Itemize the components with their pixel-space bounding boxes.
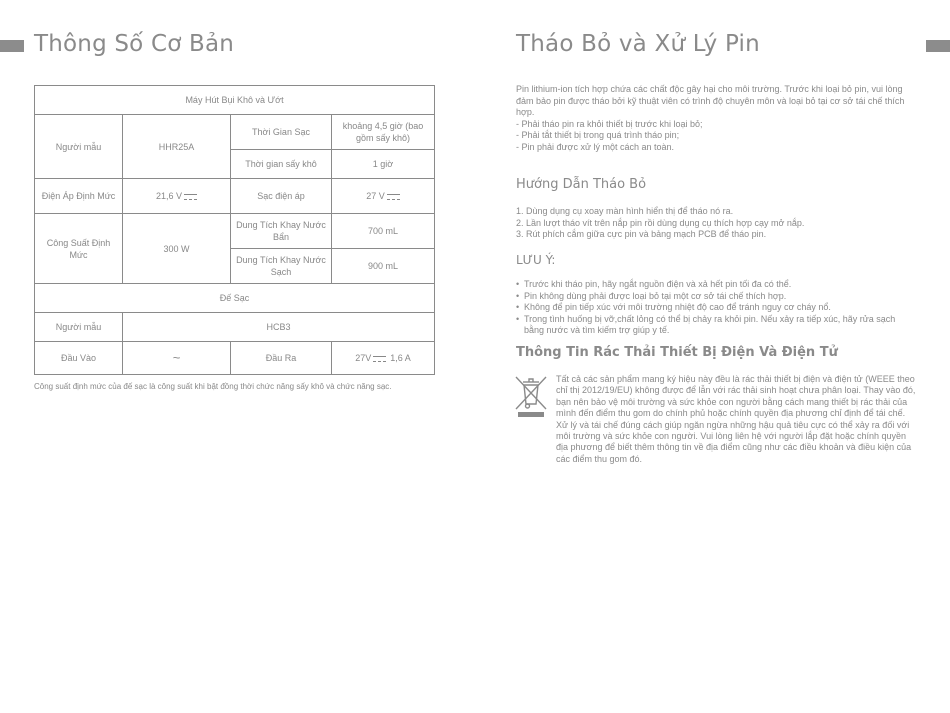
rated-voltage-value: 21,6 V (155, 191, 183, 201)
spec-footnote: Công suất định mức của đế sạc là công suất khi bật đồng thời chức năng sấy khô và chức năng sạc. (34, 382, 392, 391)
charge-voltage-cell (332, 179, 435, 214)
output-cell (332, 342, 435, 375)
step-item: 1. Dùng dụng cụ xoay màn hình hiển thị để tháo nó ra. (516, 206, 734, 216)
charge-voltage-label: Sạc điện áp (231, 179, 332, 214)
dc-symbol-icon (387, 194, 400, 200)
note-title: LƯU Ý: (516, 253, 556, 267)
dirty-tank-label: Dung Tích Khay Nước Bẩn (231, 214, 332, 249)
left-section-marker (0, 40, 24, 52)
charge-voltage-value: 27 V (366, 191, 385, 201)
rated-voltage-cell (123, 179, 231, 214)
note-item: • Không để pin tiếp xúc với môi trường nhiệt độ cao để tránh nguy cơ cháy nổ. (516, 302, 916, 314)
dock-header: Đế Sạc (35, 284, 435, 313)
intro-line: - Pin phải được xử lý một cách an toàn. (516, 141, 675, 152)
note-item: • Trước khi tháo pin, hãy ngắt nguồn điện và xả hết pin tối đa có thể. (516, 279, 916, 291)
battery-page-title: Tháo Bỏ và Xử Lý Pin (516, 31, 760, 57)
right-section-marker (926, 40, 950, 52)
step-item: 3. Rút phích cắm giữa cực pin và bảng mạch PCB để tháo pin. (516, 229, 767, 240)
step-item: 2. Lần lượt tháo vít trên nắp pin rồi dùng dụng cụ thích hợp cạy mở nắp. (516, 217, 805, 228)
note-item: • Pin không dùng phải được loại bỏ tại một cơ sở tái chế thích hợp. (516, 291, 916, 303)
model-value: HHR25A (123, 115, 231, 179)
battery-intro (516, 84, 916, 154)
rated-power-label: Công Suất Định Mức (35, 214, 123, 284)
charge-time-label: Thời Gian Sạc (231, 115, 332, 150)
weee-text: Tất cả các sản phẩm mang ký hiệu này đều là rác thải thiết bị điện và điện tử (WEEE theo chỉ thị 2012/19/EU) không được để lẫn với rác thải sinh hoạt chưa phân loại. Thay vào đó, bạn nên bảo vệ môi trường và sức khỏe con người bằng cách mang thiết bị rác thải của mình đến điểm thu gom do chính phủ hoặc chính quyền địa phương chỉ định để tái chế. Xử lý và tái chế đúng cách giúp ngăn ngừa những hậu quả tiêu cực có thể xảy ra đối với môi trường và sức khỏe con người. Vui lòng liên hệ với người lắp đặt hoặc chính quyền địa phương để biết thêm thông tin về địa điểm cũng như các điều khoản và điều kiện của các điểm thu gom đó. (556, 374, 916, 464)
output-label: Đầu Ra (231, 342, 332, 375)
dc-symbol-icon (184, 194, 197, 200)
input-value: ~ (123, 342, 231, 375)
dc-symbol-icon (373, 356, 386, 362)
dirty-tank-value: 700 mL (332, 214, 435, 249)
intro-line: - Phải tắt thiết bị trong quá trình tháo pin; (516, 130, 680, 141)
notes-block (516, 279, 916, 337)
dry-time-label: Thời gian sấy khô (231, 150, 332, 179)
intro-line: - Phải tháo pin ra khỏi thiết bị trước khi loại bỏ; (516, 118, 703, 129)
spec-table (34, 85, 435, 375)
spec-table-header: Máy Hút Bụi Khô và Ướt (35, 86, 435, 115)
removal-guide-title: Hướng Dẫn Tháo Bỏ (516, 177, 647, 192)
rated-voltage-label: Điện Áp Định Mức (35, 179, 123, 214)
output-current: 1,6 A (390, 353, 411, 363)
rated-power-value: 300 W (123, 214, 231, 284)
note-item: • Trong tình huống bị vỡ,chất lỏng có thể bị chảy ra khỏi pin. Nếu xảy ra tiếp xúc, hãy rửa sạch bằng nước và tìm kiếm trợ giúp y tế. (516, 314, 916, 337)
spec-page-title: Thông Số Cơ Bản (34, 31, 235, 57)
dock-model-label: Người mẫu (35, 313, 123, 342)
dock-model-value: HCB3 (123, 313, 435, 342)
removal-steps (516, 206, 916, 241)
model-label: Người mẫu (35, 115, 123, 179)
clean-tank-value: 900 mL (332, 249, 435, 284)
weee-title: Thông Tin Rác Thải Thiết Bị Điện Và Điện Tử (516, 345, 838, 360)
clean-tank-label: Dung Tích Khay Nước Sạch (231, 249, 332, 284)
intro-paragraph: Pin lithium-ion tích hợp chứa các chất độc gây hại cho môi trường. Trước khi loại bỏ pin, vui lòng đảm bảo pin được tháo bởi kỹ thuật viên có trình độ chuyên môn và loại bỏ tại cơ sở tái chế thích hợp. (516, 84, 905, 118)
dry-time-value: 1 giờ (332, 150, 435, 179)
crossed-out-wheelie-bin-icon (514, 374, 548, 418)
output-voltage: 27V (355, 353, 372, 363)
input-label: Đầu Vào (35, 342, 123, 375)
charge-time-value: khoảng 4,5 giờ (bao gồm sấy khô) (332, 115, 435, 150)
